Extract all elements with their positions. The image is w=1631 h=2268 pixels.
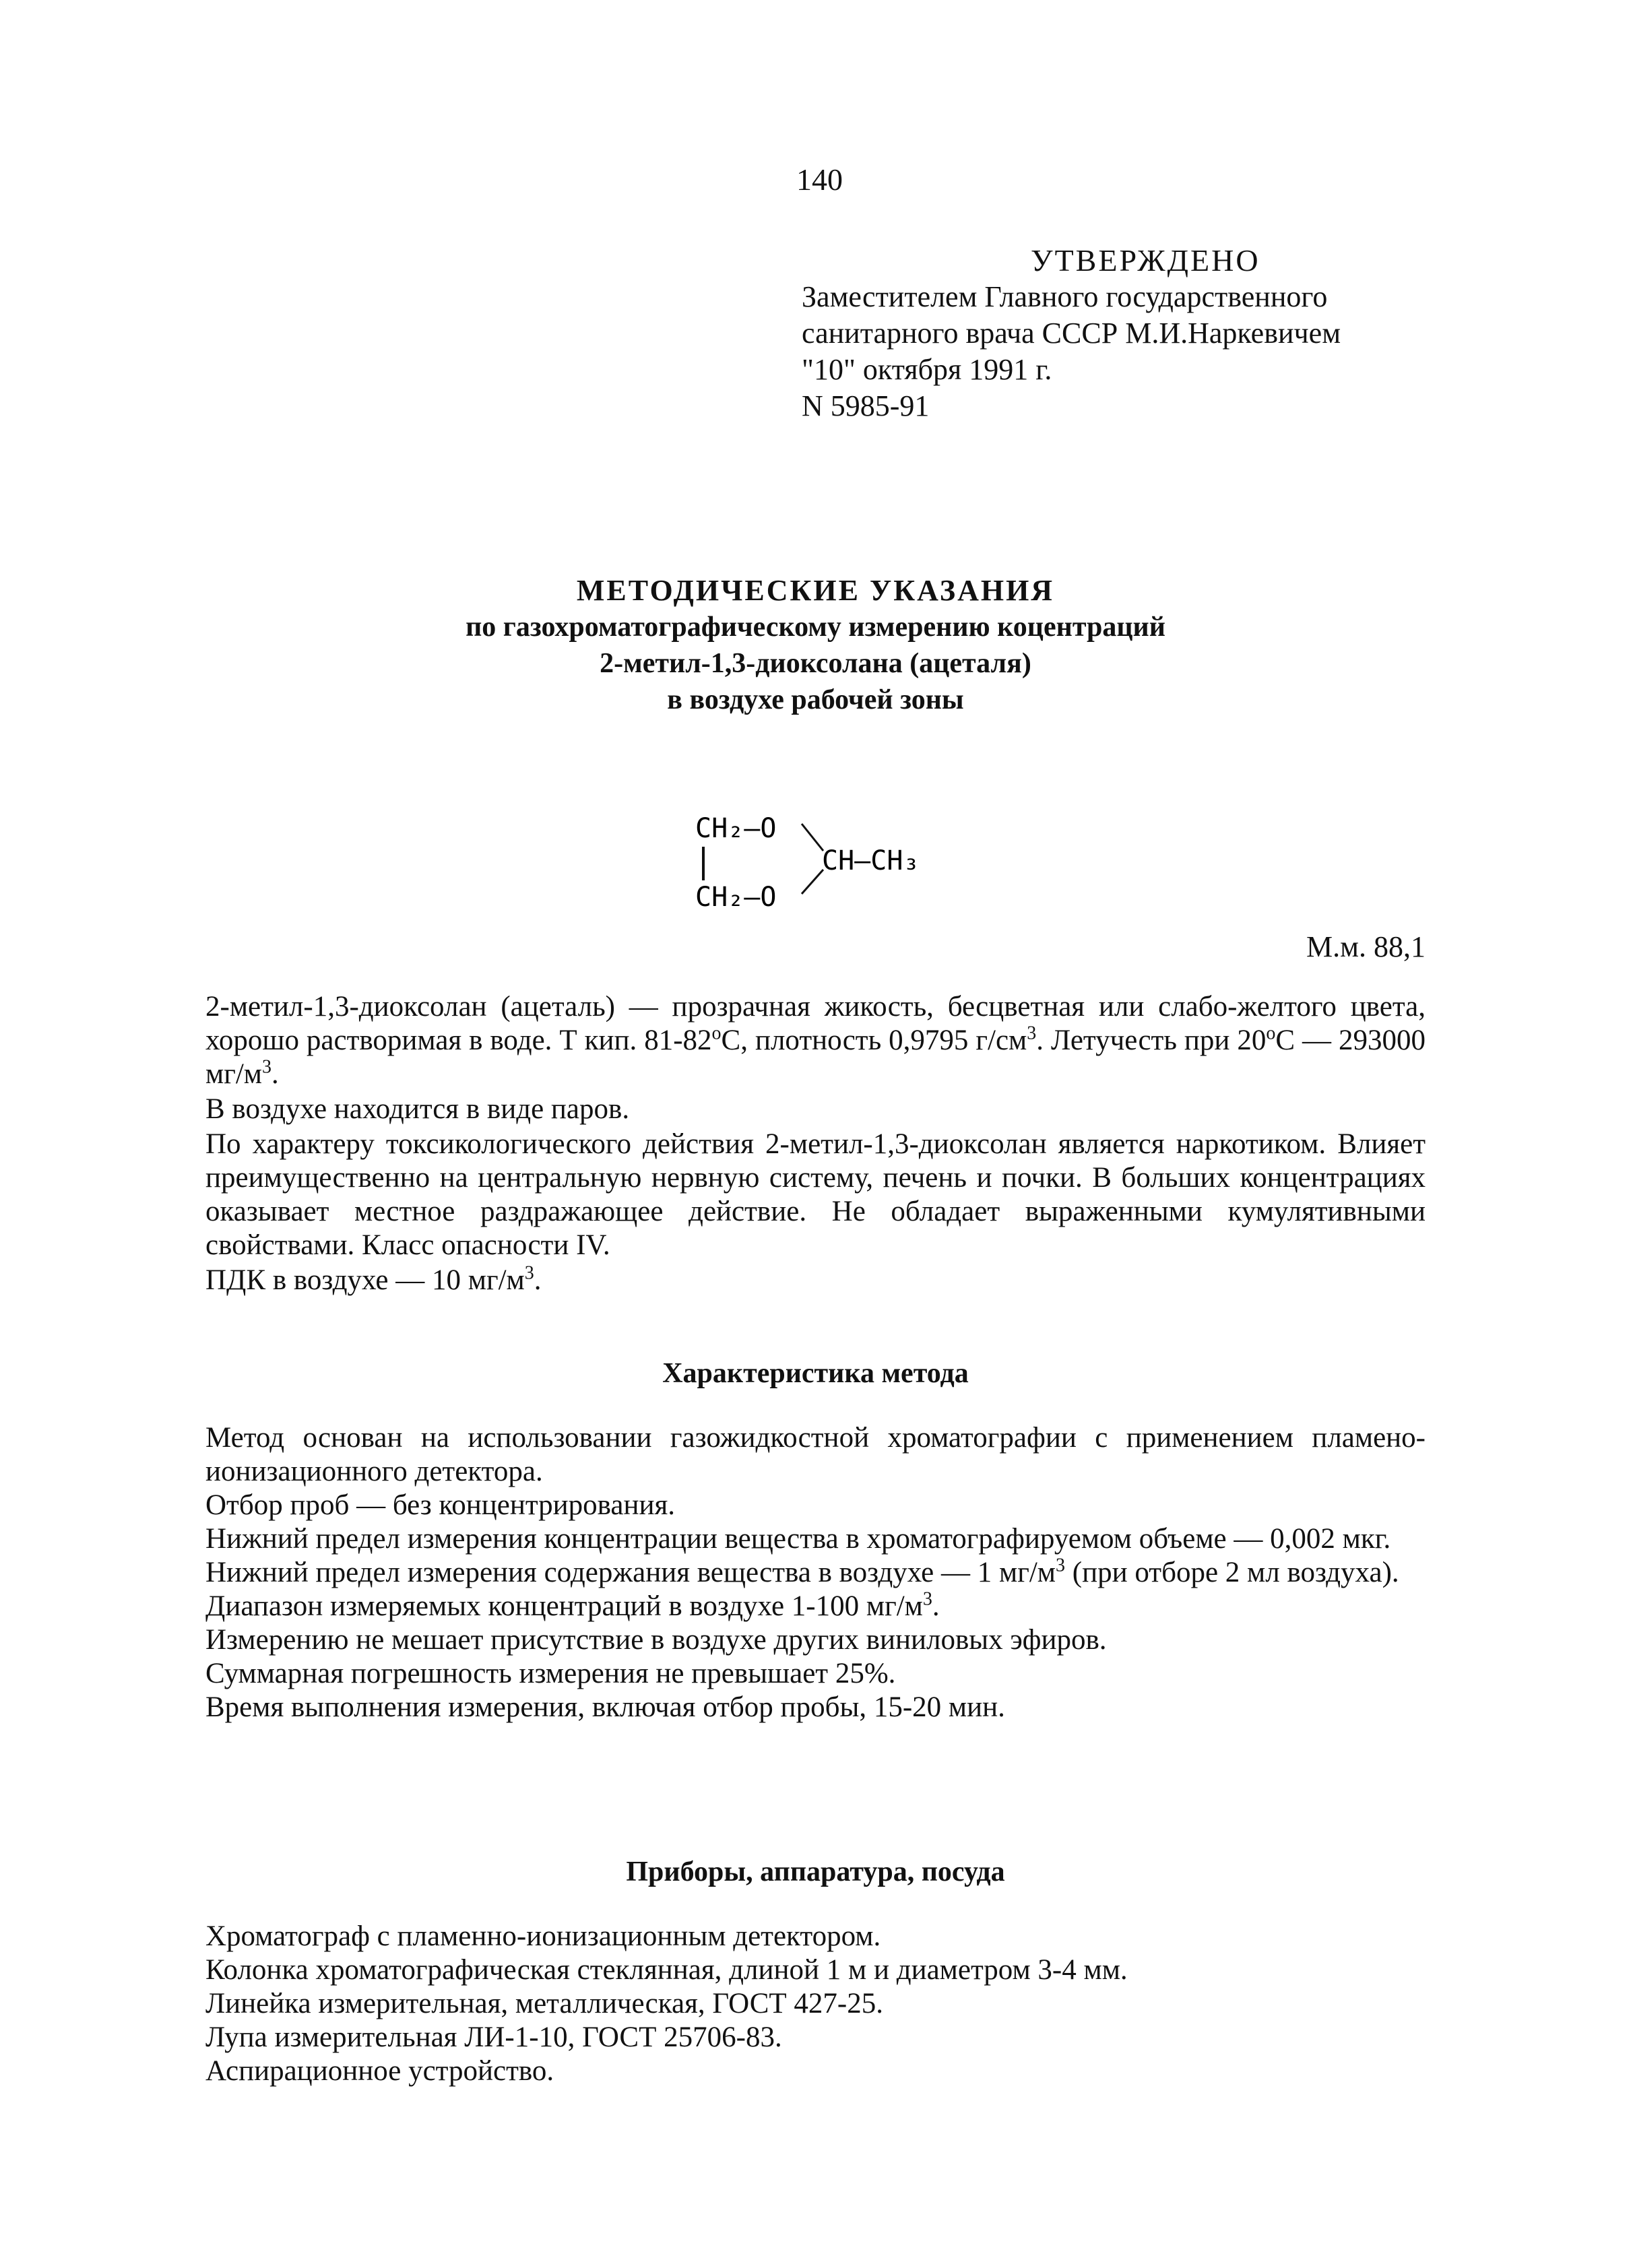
section-heading: Характеристика метода — [662, 1358, 969, 1389]
superscript: 3 — [1027, 1023, 1037, 1044]
text-run: (при отборе 2 мл воздуха). — [1065, 1557, 1399, 1588]
formula-bond — [802, 824, 823, 851]
approval-line: N 5985-91 — [802, 389, 930, 422]
text-run: ПДК в воздухе — 10 мг/м — [205, 1264, 525, 1296]
text-run: 2-метил-1,3-диоксолан (ацеталь) — прозрачная жикость, бесцветная или слабо-желтого цвета, хорошо растворимая в воде. Т кип. 81-82 — [205, 991, 1426, 1056]
description-paragraph — [205, 1093, 1426, 1126]
formula-bottom-group: CH₂—O — [695, 882, 777, 913]
method-paragraph: Метод основан на использовании газожидкостной хроматографии с применением пламено-ионизационного детектора. — [205, 1422, 1426, 1487]
text-run: Диапазон измеряемых концентраций в воздухе 1-100 мг/м — [205, 1590, 923, 1622]
formula-bond — [802, 870, 823, 894]
document-title-line: в воздухе рабочей зоны — [667, 684, 964, 715]
superscript: 3 — [524, 1262, 534, 1284]
section-heading: Приборы, аппаратура, посуда — [626, 1856, 1005, 1887]
degree-mark: о — [711, 1023, 722, 1044]
approval-block — [802, 242, 1341, 424]
text-run: С — 293000 мг/м — [205, 1025, 1426, 1090]
document-title — [0, 573, 1631, 718]
description-block — [205, 990, 1426, 1297]
document-title-line: по газохроматографическому измерению коцентраций — [466, 612, 1165, 643]
text-run: С, плотность 0,9795 г/см — [721, 1025, 1027, 1056]
description-paragraph — [205, 1264, 1426, 1297]
text-run: . — [271, 1058, 279, 1090]
superscript: 3 — [922, 1588, 932, 1610]
list-item: Лупа измерительная ЛИ-1-10, ГОСТ 25706-83. — [205, 2021, 782, 2053]
document-title-main: МЕТОДИЧЕСКИЕ УКАЗАНИЯ — [576, 574, 1055, 607]
method-block — [205, 1421, 1426, 1724]
page-number: 140 — [796, 162, 843, 197]
method-paragraph: Измерению не мешает присутствие в воздухе других виниловых эфиров. — [205, 1624, 1107, 1656]
text-run: Нижний предел измерения содержания вещества в воздухе — 1 мг/м — [205, 1557, 1056, 1588]
degree-mark: о — [1266, 1023, 1276, 1044]
text-run: . — [534, 1264, 542, 1296]
molecular-weight: М.м. 88,1 — [1306, 930, 1426, 963]
method-paragraph: Суммарная погрешность измерения не превышает 25%. — [205, 1658, 896, 1689]
approval-title: УТВЕРЖДЕНО — [1031, 243, 1260, 278]
method-paragraph: Отбор проб — без концентрирования. — [205, 1489, 676, 1521]
equipment-list — [205, 1920, 1426, 2088]
description-paragraph — [205, 1128, 1426, 1262]
approval-line: "10" октября 1991 г. — [802, 353, 1052, 386]
superscript: 3 — [262, 1056, 272, 1078]
list-item: Хроматограф с пламенно-ионизационным детектором. — [205, 1920, 881, 1952]
superscript: 3 — [1056, 1555, 1066, 1576]
text-run: . — [932, 1590, 940, 1622]
list-item: Аспирационное устройство. — [205, 2055, 554, 2087]
formula-right-group: CH—CH₃ — [822, 845, 920, 876]
document-title-line: 2-метил-1,3-диоксолана (ацеталя) — [600, 648, 1031, 679]
list-item: Линейка измерительная, металлическая, ГОСТ 427-25. — [205, 1988, 883, 2019]
method-paragraph: Нижний предел измерения концентрации вещества в хроматографируемом объеме — 0,002 мкг. — [205, 1523, 1391, 1555]
approval-line: Заместителем Главного государственного — [802, 280, 1328, 313]
method-paragraph — [205, 1556, 1426, 1590]
method-paragraph: Время выполнения измерения, включая отбор пробы, 15-20 мин. — [205, 1691, 1005, 1723]
text-run: . Летучесть при 20 — [1036, 1025, 1267, 1056]
text-run: В воздухе находится в виде паров. — [205, 1093, 630, 1125]
structural-formula — [694, 805, 990, 919]
description-paragraph — [205, 990, 1426, 1091]
approval-line: санитарного врача СССР М.И.Наркевичем — [802, 317, 1341, 350]
method-paragraph — [205, 1590, 1426, 1623]
list-item: Колонка хроматографическая стеклянная, длиной 1 м и диаметром 3-4 мм. — [205, 1954, 1128, 1986]
formula-top-group: CH₂—O — [695, 813, 777, 844]
text-run: По характеру токсикологического действия 2-метил-1,3-диоксолан является наркотиком. Влияет преимущественно на центральную нервную систему, печень и почки. В больших концентрациях оказывает местное раздражающее действие. Не обладает выраженными кумулятивными свойствами. Класс опасности IV. — [205, 1128, 1426, 1261]
